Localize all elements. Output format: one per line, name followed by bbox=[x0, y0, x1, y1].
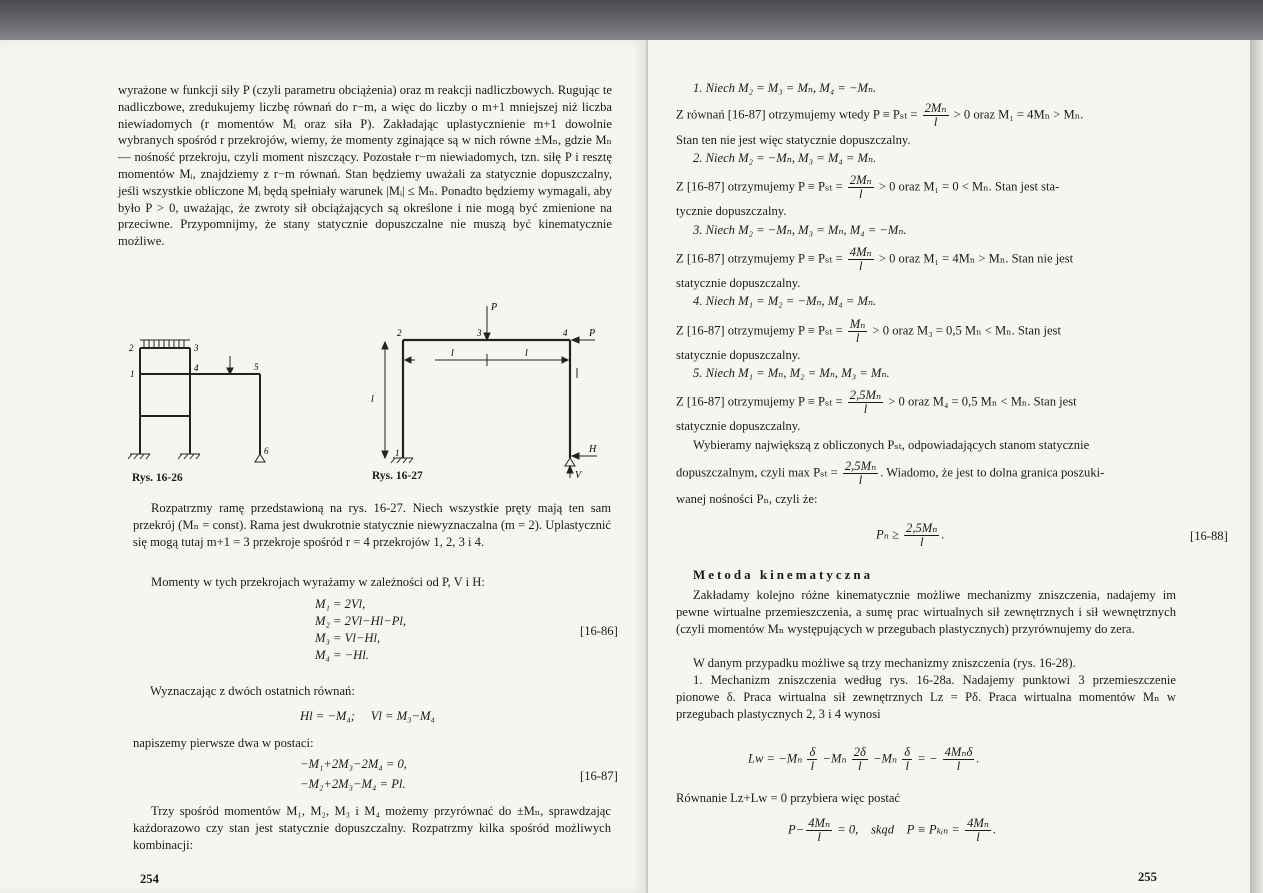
fig-b-label-1: 1 bbox=[395, 448, 400, 458]
fig-b-label-H: H bbox=[589, 444, 597, 455]
case-3-heading: 3. Niech M₂ = −Mₙ, M₃ = Mₙ, M₄ = −Mₙ. bbox=[693, 223, 907, 237]
case-1-post: > 0 oraz M₁ = 4Mₙ > Mₙ. bbox=[953, 107, 1084, 122]
case-2-num: 2Mₙ bbox=[849, 173, 872, 187]
lw-f3-den: l bbox=[905, 759, 909, 773]
paragraph-rama: Rozpatrzmy ramę przedstawioną na rys. 16-27. Niech wszystkie pręty mają ten sam przekrój (Mₙ = const). Rama jest dwukrotnie statycznie niewyznaczalna (m = 2). Uplastycznić się mogą tutaj m+1 = 3 przekroje spośród r = 4 przekrojów 1, 2, 3 i 4. bbox=[133, 501, 611, 549]
eq88-num: 2,5Mₙ bbox=[906, 521, 938, 535]
case-1-heading: 1. Niech M₂ = M₃ = Mₙ, M₄ = −Mₙ. bbox=[693, 81, 877, 95]
eq86-line-4: M₄ = −Hl. bbox=[315, 648, 369, 662]
eq88-pre: Pₙ ≥ bbox=[876, 527, 899, 542]
eq87-line-1: −M₁+2M₃−2M₄ = 0, bbox=[300, 757, 407, 771]
case-5-heading: 5. Niech M₁ = Mₙ, M₂ = Mₙ, M₃ = Mₙ. bbox=[693, 366, 890, 380]
fig-b-label-l3: l bbox=[371, 394, 374, 405]
choose-pre: dopuszczalnym, czyli max Pₛₜ = bbox=[676, 465, 838, 480]
fig-b-label-l1: l bbox=[451, 348, 454, 359]
lw-frac-4 bbox=[943, 746, 975, 773]
fig-a-label-4: 4 bbox=[194, 363, 199, 373]
lw-f4-den: l bbox=[956, 759, 961, 773]
choose-line-2 bbox=[676, 460, 1104, 487]
fig-a-label-1: 1 bbox=[130, 369, 135, 379]
eq86-line-2: M₂ = 2Vl−Hl−Pl, bbox=[315, 614, 407, 628]
eq88-fraction bbox=[904, 522, 939, 549]
fig-b-label-4: 4 bbox=[563, 328, 568, 338]
final-mid: = 0, skąd P ≡ Pₖᵢₙ = bbox=[837, 822, 960, 837]
choose-line-1: Wybieramy największą z obliczonych Pₛₜ, odpowiadających stanom statycznie bbox=[693, 438, 1090, 452]
eq88-den: l bbox=[919, 535, 924, 549]
right-page bbox=[648, 40, 1250, 893]
case-3-conclusion: statycznie dopuszczalny. bbox=[676, 276, 801, 290]
choose-num: 2,5Mₙ bbox=[844, 459, 877, 473]
final-pre: P− bbox=[788, 822, 805, 837]
kinematic-paragraph-2: W danym przypadku możliwe są trzy mechanizmy zniszczenia (rys. 16-28). bbox=[693, 656, 1076, 670]
case-4-num: Mₙ bbox=[849, 317, 866, 331]
case-5-num: 2,5Mₙ bbox=[849, 388, 882, 402]
page-edge bbox=[1250, 40, 1263, 893]
equation-16-88: Pₙ ≥ $\frac{\text{2,5Mₙ}}{l}$ . bbox=[876, 521, 945, 549]
case-3-num: 4Mₙ bbox=[849, 245, 872, 259]
case-3-den: l bbox=[858, 259, 863, 273]
final-f2-num: 4Mₙ bbox=[967, 816, 989, 830]
case-1-result bbox=[676, 102, 1083, 129]
lw-f1-num: δ bbox=[809, 745, 816, 759]
case-2-conclusion: tycznie dopuszczalny. bbox=[676, 204, 787, 218]
final-f1-den: l bbox=[817, 830, 821, 844]
case-3-pre: Z [16-87] otrzymujemy P ≡ Pₛₜ = bbox=[676, 251, 843, 266]
case-2-heading: 2. Niech M₂ = −Mₙ, M₃ = M₄ = Mₙ. bbox=[693, 151, 877, 165]
lw-pre: Lw = −Mₙ bbox=[748, 751, 803, 766]
section-title: Metoda kinematyczna bbox=[693, 567, 874, 582]
final-frac-1 bbox=[806, 817, 832, 844]
paragraph-trzy-sposrod: Trzy spośród momentów M₁, M₂, M₃ i M₄ możemy przyrównać do ±Mₙ, sprawdzając każdorazowo czy stan jest statycznie dopuszczalny. Rozpatrzmy kilka spośród możliwych kombinacji: bbox=[133, 804, 611, 852]
lw-f3-num: δ bbox=[904, 745, 911, 759]
case-1-fraction bbox=[923, 102, 949, 129]
figure-caption-16-26: Rys. 16-26 bbox=[132, 472, 183, 484]
case-2-result bbox=[676, 174, 1059, 201]
rownanie-text: Równanie Lz+Lw = 0 przybiera więc postać bbox=[676, 791, 901, 805]
case-4-post: > 0 oraz M₃ = 0,5 Mₙ < Mₙ. Stan jest bbox=[872, 323, 1061, 338]
eq86-line-3: M₃ = Vl−Hl, bbox=[315, 631, 381, 645]
eq86-line-1: M₁ = 2Vl, bbox=[315, 597, 366, 611]
fig-a-label-2: 2 bbox=[129, 343, 134, 353]
lw-f2-den: l bbox=[858, 759, 862, 773]
paragraph-wyznaczajac: Wyznaczając z dwóch ostatnich równań: bbox=[150, 684, 355, 698]
lw-mid-2: −Mₙ bbox=[873, 751, 898, 766]
fig-b-label-V: V bbox=[575, 470, 582, 478]
fig-b-label-P-side: P bbox=[589, 328, 596, 339]
case-3-post: > 0 oraz M₁ = 4Mₙ > Mₙ. Stan nie jest bbox=[878, 251, 1074, 266]
lw-f2-num: 2δ bbox=[853, 745, 866, 759]
case-4-conclusion: statycznie dopuszczalny. bbox=[676, 348, 801, 362]
case-3-fraction bbox=[848, 246, 874, 273]
case-4-fraction bbox=[848, 318, 868, 345]
fig-a-label-3: 3 bbox=[194, 343, 199, 353]
eq87-line-2: −M₂+2M₃−M₄ = Pl. bbox=[300, 777, 406, 791]
lw-mid-1: −Mₙ bbox=[822, 751, 847, 766]
case-2-post: > 0 oraz M₁ = 0 < Mₙ. Stan jest sta- bbox=[878, 179, 1060, 194]
case-1-den: l bbox=[933, 115, 938, 129]
fig-b-label-l2: l bbox=[525, 348, 528, 359]
case-5-result bbox=[676, 389, 1077, 416]
equation-hl-vl: Hl = −M₄; Vl = M₃−M₄ bbox=[300, 709, 435, 723]
lw-frac-2 bbox=[852, 746, 868, 773]
paragraph-napiszemy: napiszemy pierwsze dwa w postaci: bbox=[133, 736, 314, 750]
lw-f4-num: 4Mₙδ bbox=[944, 745, 973, 759]
kinematic-paragraph-1: Zakładamy kolejno różne kinematycznie możliwe mechanizmy zniszczenia, nadajemy im pewne wirtualne przemieszczenia, a sumę prac wirtualnych sił zewnętrznych i sił wewnętrznych (czyli momentów Mₙ występujących w przegubach plastycznych) przyrównujemy do zera. bbox=[676, 588, 1176, 636]
lw-end: . bbox=[976, 751, 980, 766]
figure-16-26 bbox=[110, 338, 285, 478]
page-number-left: 254 bbox=[140, 872, 159, 886]
choose-post: . Wiadomo, że jest to dolna granica poszuki- bbox=[880, 465, 1105, 480]
case-5-conclusion: statycznie dopuszczalny. bbox=[676, 419, 801, 433]
fig-b-label-3: 3 bbox=[477, 328, 482, 338]
final-f1-num: 4Mₙ bbox=[808, 816, 831, 830]
choose-line-3: wanej nośności Pₙ, czyli że: bbox=[676, 492, 818, 506]
page-number-right: 255 bbox=[1138, 870, 1157, 884]
lw-mid-3: = − bbox=[917, 751, 938, 766]
paragraph-momenty: Momenty w tych przekrojach wyrażamy w zależności od P, V i H: bbox=[151, 575, 485, 589]
case-1-pre: Z równań [16-87] otrzymujemy wtedy P ≡ Pₛₜ = bbox=[676, 107, 918, 122]
case-4-den: l bbox=[855, 331, 860, 345]
final-end: . bbox=[992, 822, 997, 837]
case-4-result bbox=[676, 318, 1061, 345]
case-5-post: > 0 oraz M₄ = 0,5 Mₙ < Mₙ. Stan jest bbox=[888, 394, 1077, 409]
case-1-num: 2Mₙ bbox=[924, 101, 947, 115]
fig-a-label-5: 5 bbox=[254, 362, 259, 372]
equation-number-16-88: [16-88] bbox=[1190, 529, 1228, 543]
equation-Lw bbox=[748, 746, 980, 773]
lw-frac-3 bbox=[902, 746, 912, 773]
choose-den: l bbox=[858, 473, 863, 487]
case-5-pre: Z [16-87] otrzymujemy P ≡ Pₛₜ = bbox=[676, 394, 843, 409]
lw-f1-den: l bbox=[810, 759, 815, 773]
intro-paragraph: wyrażone w funkcji siły P (czyli parametru obciążenia) oraz m reakcji nadliczbowych. Rugując te nadliczbowe, zredukujemy liczbę równań do r−m, a więc do liczby o m+1 mniejszej niż liczba niewiadomych (r momentów Mᵢ oraz siła P). Zakładając uplastycznienie m+1 dowolnie wybranych spośród r przekrojów, wiemy, że momenty zginające są w nich równe ±Mₙ, gdzie Mₙ — nośność przekroju, czyli moment niszczący. Pozostałe r−m niewiadomych, tzn. siłę P i resztę momentów Mᵢ, znajdziemy z r−m równań. Stan będziemy uważali za statycznie dopuszczalny, jeśli wszystkie obliczone Mᵢ będą spełniały warunek |Mᵢ| ≤ Mₙ. Ponadto będziemy wymagali, aby było P > 0, uważając, że zwroty sił obciążających są określone i nie mogą być zmienione na przeciwne. Przypomnijmy, że stany statycznie dopuszczalne nie muszą być kinematycznie możliwe. bbox=[118, 83, 612, 249]
case-1-conclusion: Stan ten nie jest więc statycznie dopuszczalny. bbox=[676, 133, 911, 147]
equation-number-16-87: [16-87] bbox=[580, 769, 618, 783]
case-5-den: l bbox=[863, 402, 868, 416]
case-4-heading: 4. Niech M₁ = M₂ = −Mₙ, M₄ = Mₙ. bbox=[693, 294, 877, 308]
final-f2-den: l bbox=[976, 830, 980, 844]
fig-a-label-6: 6 bbox=[264, 446, 269, 456]
equation-number-16-86: [16-86] bbox=[580, 624, 618, 638]
case-2-pre: Z [16-87] otrzymujemy P ≡ Pₛₜ = bbox=[676, 179, 843, 194]
figure-16-27 bbox=[365, 298, 615, 478]
fig-b-label-P-top: P bbox=[491, 302, 498, 313]
choose-fraction bbox=[843, 460, 878, 487]
left-page bbox=[0, 40, 646, 893]
scan-top-shadow bbox=[0, 0, 1263, 42]
lw-frac-1 bbox=[807, 746, 817, 773]
final-equation bbox=[788, 817, 996, 844]
case-4-pre: Z [16-87] otrzymujemy P ≡ Pₛₜ = bbox=[676, 323, 843, 338]
kinematic-paragraph-3: 1. Mechanizm zniszczenia według rys. 16-28a. Nadajemy punktowi 3 przemieszczenie pionowe δ. Praca wirtualna sił zewnętrznych Lz = Pδ. Praca wirtualna momentów Mₙ w przegubach plastycznych 2, 3 i 4 wynosi bbox=[676, 673, 1176, 721]
case-2-fraction bbox=[848, 174, 874, 201]
figure-caption-16-27: Rys. 16-27 bbox=[372, 470, 423, 482]
fig-b-label-2: 2 bbox=[397, 328, 402, 338]
final-frac-2 bbox=[965, 817, 991, 844]
case-3-result bbox=[676, 246, 1073, 273]
case-5-fraction bbox=[848, 389, 883, 416]
case-2-den: l bbox=[858, 187, 863, 201]
